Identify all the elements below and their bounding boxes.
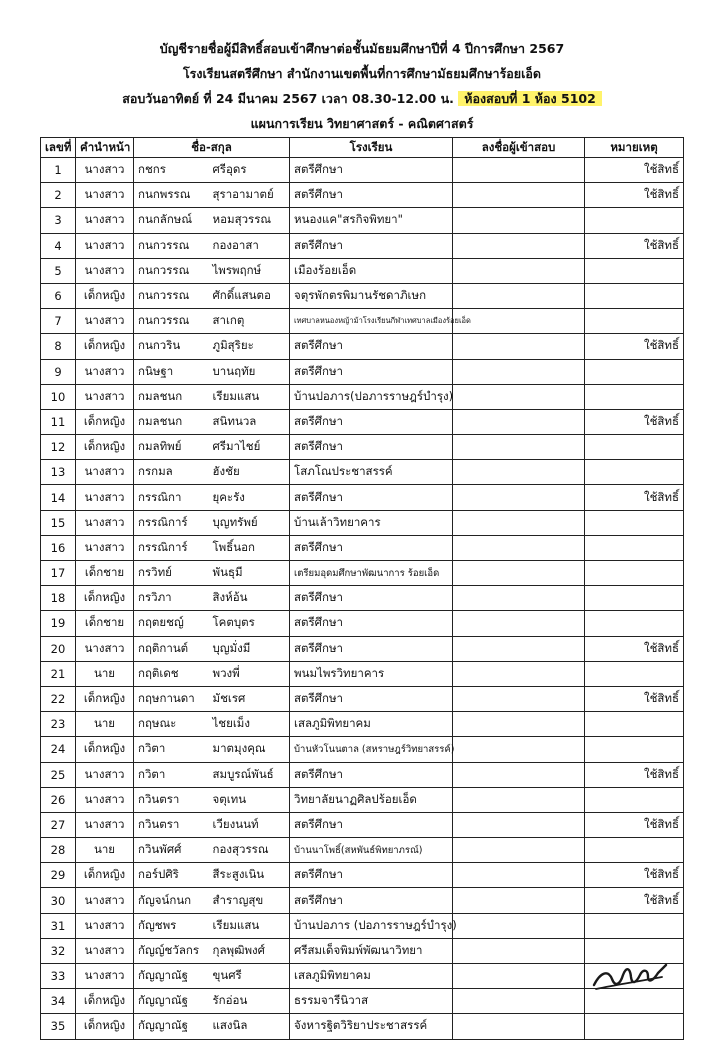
row-title: นางสาว xyxy=(76,510,134,535)
row-first-name: กรรณิการ์ xyxy=(134,510,209,535)
row-title: นางสาว xyxy=(76,812,134,837)
row-number: 4 xyxy=(41,233,76,258)
row-school: สตรีศึกษา xyxy=(290,686,453,711)
row-signature-cell xyxy=(453,359,585,384)
row-number: 6 xyxy=(41,283,76,308)
row-last-name: สิงห์อ้น xyxy=(209,586,290,611)
row-title: นางสาว xyxy=(76,309,134,334)
row-signature-cell xyxy=(453,913,585,938)
col-header-note: หมายเหตุ xyxy=(585,138,684,158)
table-row xyxy=(41,158,684,183)
row-first-name: กฤษกานดา xyxy=(134,686,209,711)
row-title: เด็กหญิง xyxy=(76,989,134,1014)
row-signature-cell xyxy=(453,863,585,888)
row-school: เสลภูมิพิทยาคม xyxy=(290,964,453,989)
row-title: นาย xyxy=(76,838,134,863)
row-signature-cell xyxy=(453,510,585,535)
row-note xyxy=(585,838,684,863)
row-first-name: กมลชนก xyxy=(134,409,209,434)
row-number: 2 xyxy=(41,183,76,208)
row-note xyxy=(585,661,684,686)
row-note: ใช้สิทธิ์ xyxy=(585,812,684,837)
row-signature-cell xyxy=(453,535,585,560)
row-last-name: เรียมแสน xyxy=(209,384,290,409)
row-note xyxy=(585,787,684,812)
row-number: 31 xyxy=(41,913,76,938)
table-row xyxy=(41,686,684,711)
row-last-name: สนิทนวล xyxy=(209,409,290,434)
table-row xyxy=(41,258,684,283)
row-school: สตรีศึกษา xyxy=(290,233,453,258)
table-row xyxy=(41,661,684,686)
table-row xyxy=(41,384,684,409)
candidate-table xyxy=(40,137,684,1040)
row-number: 14 xyxy=(41,485,76,510)
row-school: สตรีศึกษา xyxy=(290,359,453,384)
table-row xyxy=(41,812,684,837)
table-row xyxy=(41,359,684,384)
row-title: นางสาว xyxy=(76,233,134,258)
row-signature-cell xyxy=(453,838,585,863)
row-title: นางสาว xyxy=(76,787,134,812)
table-row xyxy=(41,409,684,434)
row-school: สตรีศึกษา xyxy=(290,863,453,888)
row-title: นางสาว xyxy=(76,384,134,409)
row-title: นางสาว xyxy=(76,938,134,963)
col-header-num: เลขที่ xyxy=(41,138,76,158)
row-title: เด็กหญิง xyxy=(76,863,134,888)
row-school: สตรีศึกษา xyxy=(290,586,453,611)
row-first-name: กฤติเดช xyxy=(134,661,209,686)
row-title: เด็กหญิง xyxy=(76,686,134,711)
row-note xyxy=(585,208,684,233)
row-title: เด็กชาย xyxy=(76,611,134,636)
row-note xyxy=(585,309,684,334)
row-title: เด็กหญิง xyxy=(76,737,134,762)
row-title: นางสาว xyxy=(76,359,134,384)
row-signature-cell xyxy=(453,964,585,989)
table-row xyxy=(41,636,684,661)
row-last-name: ไชยเม็ง xyxy=(209,712,290,737)
row-last-name: เวียงนนท์ xyxy=(209,812,290,837)
row-school: สตรีศึกษา xyxy=(290,435,453,460)
row-last-name: กุลพุฒิพงศ์ xyxy=(209,938,290,963)
row-signature-cell xyxy=(453,283,585,308)
row-number: 21 xyxy=(41,661,76,686)
row-school: บ้านหัวโนนตาล (สหราษฎร์วิทยาสรรค์) xyxy=(290,737,453,762)
row-first-name: กัญญาณัฐ xyxy=(134,1014,209,1039)
row-last-name: พวงพี่ xyxy=(209,661,290,686)
row-note xyxy=(585,1014,684,1039)
row-school: โสภโณประชาสรรค์ xyxy=(290,460,453,485)
row-last-name: โคตบุตร xyxy=(209,611,290,636)
row-signature-cell xyxy=(453,258,585,283)
col-header-title: คำนำหน้า xyxy=(76,138,134,158)
table-row xyxy=(41,510,684,535)
row-first-name: กรกมล xyxy=(134,460,209,485)
exam-room-highlight: ห้องสอบที่ 1 ห้อง 5102 xyxy=(458,91,602,106)
row-signature-cell xyxy=(453,435,585,460)
row-number: 12 xyxy=(41,435,76,460)
row-school: บ้านปอภาร(ปอภารราษฎร์บำรุง) xyxy=(290,384,453,409)
row-last-name: สำราญสุข xyxy=(209,888,290,913)
table-row xyxy=(41,712,684,737)
row-note xyxy=(585,535,684,560)
row-signature-cell xyxy=(453,233,585,258)
row-title: เด็กหญิง xyxy=(76,283,134,308)
row-school: วิทยาลัยนาฏศิลปร้อยเอ็ด xyxy=(290,787,453,812)
row-signature-cell xyxy=(453,812,585,837)
row-last-name: หอมสุวรรณ xyxy=(209,208,290,233)
exam-date: สอบวันอาทิตย์ ที่ 24 มีนาคม 2567 เวลา 08.30-12.00 น. xyxy=(122,91,454,106)
row-signature-cell xyxy=(453,686,585,711)
row-number: 25 xyxy=(41,762,76,787)
row-note: ใช้สิทธิ์ xyxy=(585,863,684,888)
row-first-name: กอร์ปศิริ xyxy=(134,863,209,888)
document-header xyxy=(0,36,724,136)
row-school: บ้านเล้าวิทยาคาร xyxy=(290,510,453,535)
row-signature-cell xyxy=(453,636,585,661)
row-school: สตรีศึกษา xyxy=(290,158,453,183)
row-school: สตรีศึกษา xyxy=(290,888,453,913)
row-first-name: กวินพัศศ์ xyxy=(134,838,209,863)
row-signature-cell xyxy=(453,938,585,963)
table-row xyxy=(41,762,684,787)
row-title: นางสาว xyxy=(76,888,134,913)
row-last-name: บุญมั่งมี xyxy=(209,636,290,661)
row-signature-cell xyxy=(453,460,585,485)
row-last-name: สาเกตุ xyxy=(209,309,290,334)
row-school: สตรีศึกษา xyxy=(290,535,453,560)
school-name: โรงเรียนสตรีศึกษา สำนักงานเขตพื้นที่การศึกษามัธยมศึกษาร้อยเอ็ด xyxy=(182,66,542,81)
table-row xyxy=(41,183,684,208)
row-signature-cell xyxy=(453,661,585,686)
row-note xyxy=(585,611,684,636)
row-first-name: กนกวริน xyxy=(134,334,209,359)
row-note xyxy=(585,283,684,308)
row-title: นางสาว xyxy=(76,158,134,183)
row-note xyxy=(585,435,684,460)
row-signature-cell xyxy=(453,737,585,762)
row-title: เด็กหญิง xyxy=(76,409,134,434)
row-note: ใช้สิทธิ์ xyxy=(585,409,684,434)
row-first-name: กวินตรา xyxy=(134,787,209,812)
row-number: 26 xyxy=(41,787,76,812)
row-school: สตรีศึกษา xyxy=(290,334,453,359)
row-last-name: ศรีมาไชย์ xyxy=(209,435,290,460)
row-note: ใช้สิทธิ์ xyxy=(585,762,684,787)
row-number: 16 xyxy=(41,535,76,560)
row-school: หนองแค"สรกิจพิทยา" xyxy=(290,208,453,233)
row-number: 8 xyxy=(41,334,76,359)
row-title: นางสาว xyxy=(76,964,134,989)
row-title: นางสาว xyxy=(76,460,134,485)
row-school: สตรีศึกษา xyxy=(290,762,453,787)
row-first-name: กนกวรรณ xyxy=(134,258,209,283)
row-last-name: สุราอามาตย์ xyxy=(209,183,290,208)
row-title: เด็กหญิง xyxy=(76,435,134,460)
row-number: 22 xyxy=(41,686,76,711)
row-number: 23 xyxy=(41,712,76,737)
row-signature-cell xyxy=(453,1014,585,1039)
row-signature-cell xyxy=(453,158,585,183)
row-first-name: กัญจน์กนก xyxy=(134,888,209,913)
row-school: สตรีศึกษา xyxy=(290,183,453,208)
row-last-name: ยุคะรัง xyxy=(209,485,290,510)
table-row xyxy=(41,460,684,485)
row-last-name: แสงนิล xyxy=(209,1014,290,1039)
row-title: นางสาว xyxy=(76,913,134,938)
row-first-name: กรวิทย์ xyxy=(134,561,209,586)
row-title: เด็กชาย xyxy=(76,561,134,586)
row-first-name: กชกร xyxy=(134,158,209,183)
table-row xyxy=(41,233,684,258)
row-last-name: กองอาสา xyxy=(209,233,290,258)
document-title: บัญชีรายชื่อผู้มีสิทธิ์สอบเข้าศึกษาต่อชั้นมัธยมศึกษาปีที่ 4 ปีการศึกษา 2567 xyxy=(159,41,565,56)
row-last-name: โพธิ์นอก xyxy=(209,535,290,560)
row-number: 5 xyxy=(41,258,76,283)
row-first-name: กฤตยชญ์ xyxy=(134,611,209,636)
table-row xyxy=(41,611,684,636)
row-title: นางสาว xyxy=(76,636,134,661)
row-school: สตรีศึกษา xyxy=(290,485,453,510)
row-school: ศรีสมเด็จพิมพ์พัฒนาวิทยา xyxy=(290,938,453,963)
row-signature-cell xyxy=(453,586,585,611)
row-last-name: มาตมุงคุณ xyxy=(209,737,290,762)
table-row xyxy=(41,334,684,359)
study-program: แผนการเรียน วิทยาศาสตร์ - คณิตศาสตร์ xyxy=(250,116,474,131)
row-note xyxy=(585,737,684,762)
table-body xyxy=(41,158,684,1040)
row-first-name: กมลทิพย์ xyxy=(134,435,209,460)
row-note: ใช้สิทธิ์ xyxy=(585,233,684,258)
table-row xyxy=(41,208,684,233)
row-number: 17 xyxy=(41,561,76,586)
row-title: นางสาว xyxy=(76,208,134,233)
table-row xyxy=(41,309,684,334)
table-row xyxy=(41,863,684,888)
table-row xyxy=(41,888,684,913)
row-note: ใช้สิทธิ์ xyxy=(585,888,684,913)
row-title: นาย xyxy=(76,712,134,737)
row-number: 13 xyxy=(41,460,76,485)
row-last-name: สีระสูงเนิน xyxy=(209,863,290,888)
table-row xyxy=(41,838,684,863)
row-first-name: กนิษฐา xyxy=(134,359,209,384)
row-number: 9 xyxy=(41,359,76,384)
row-first-name: กรรณิการ์ xyxy=(134,535,209,560)
row-number: 35 xyxy=(41,1014,76,1039)
row-number: 18 xyxy=(41,586,76,611)
row-school: สตรีศึกษา xyxy=(290,409,453,434)
row-note xyxy=(585,359,684,384)
row-last-name: บุญทรัพย์ xyxy=(209,510,290,535)
row-school: พนมไพรวิทยาคาร xyxy=(290,661,453,686)
row-last-name: ศักดิ์แสนตอ xyxy=(209,283,290,308)
row-first-name: กัญชพร xyxy=(134,913,209,938)
row-last-name: ฮังชัย xyxy=(209,460,290,485)
row-school: จังหารฐิตวิริยาประชาสรรค์ xyxy=(290,1014,453,1039)
table-row xyxy=(41,283,684,308)
row-first-name: กวิตา xyxy=(134,762,209,787)
row-title: นางสาว xyxy=(76,762,134,787)
row-signature-cell xyxy=(453,787,585,812)
col-header-name: ชื่อ-สกุล xyxy=(134,138,290,158)
row-school: เมืองร้อยเอ็ด xyxy=(290,258,453,283)
row-first-name: กรรณิกา xyxy=(134,485,209,510)
row-number: 30 xyxy=(41,888,76,913)
row-last-name: ขุนศรี xyxy=(209,964,290,989)
row-note: ใช้สิทธิ์ xyxy=(585,158,684,183)
table-row xyxy=(41,913,684,938)
row-last-name: รักอ่อน xyxy=(209,989,290,1014)
row-signature-cell xyxy=(453,485,585,510)
row-note xyxy=(585,712,684,737)
row-school: บ้านนาโพธิ์(สหพันธ์พิทยาภรณ์) xyxy=(290,838,453,863)
row-signature-cell xyxy=(453,989,585,1014)
row-last-name: จตุเทน xyxy=(209,787,290,812)
row-first-name: กวินตรา xyxy=(134,812,209,837)
row-first-name: กัญญาณัฐ xyxy=(134,964,209,989)
row-signature-cell xyxy=(453,762,585,787)
row-title: เด็กหญิง xyxy=(76,1014,134,1039)
row-first-name: กนกวรรณ xyxy=(134,233,209,258)
row-first-name: กนกวรรณ xyxy=(134,309,209,334)
row-last-name: ไพรพฤกษ์ xyxy=(209,258,290,283)
row-school: ธรรมจารีนิวาส xyxy=(290,989,453,1014)
row-first-name: กนกพรรณ xyxy=(134,183,209,208)
row-note: ใช้สิทธิ์ xyxy=(585,485,684,510)
row-signature-cell xyxy=(453,334,585,359)
row-number: 29 xyxy=(41,863,76,888)
row-note xyxy=(585,258,684,283)
row-signature-cell xyxy=(453,888,585,913)
row-note: ใช้สิทธิ์ xyxy=(585,686,684,711)
row-school: เสลภูมิพิทยาคม xyxy=(290,712,453,737)
row-first-name: กฤษณะ xyxy=(134,712,209,737)
row-first-name: กนกวรรณ xyxy=(134,283,209,308)
row-title: เด็กหญิง xyxy=(76,586,134,611)
row-school: เทศบาลหนองหญ้าม้าโรงเรียนกีฬาเทศบาลเมืองร้อยเอ็ด xyxy=(290,309,453,334)
row-last-name: ภูมิสุริยะ xyxy=(209,334,290,359)
row-signature-cell xyxy=(453,611,585,636)
row-number: 34 xyxy=(41,989,76,1014)
row-number: 3 xyxy=(41,208,76,233)
row-school: สตรีศึกษา xyxy=(290,611,453,636)
row-number: 11 xyxy=(41,409,76,434)
col-header-sign: ลงชื่อผู้เข้าสอบ xyxy=(453,138,585,158)
row-signature-cell xyxy=(453,309,585,334)
row-note: ใช้สิทธิ์ xyxy=(585,636,684,661)
row-number: 33 xyxy=(41,964,76,989)
signature-mark xyxy=(590,955,670,995)
table-row xyxy=(41,737,684,762)
row-last-name: มัชเรศ xyxy=(209,686,290,711)
row-number: 20 xyxy=(41,636,76,661)
row-last-name: ศรีอุดร xyxy=(209,158,290,183)
row-number: 7 xyxy=(41,309,76,334)
row-title: เด็กหญิง xyxy=(76,334,134,359)
row-title: นางสาว xyxy=(76,258,134,283)
row-note xyxy=(585,913,684,938)
row-school: จตุรพักตรพิมานรัชดาภิเษก xyxy=(290,283,453,308)
row-note: ใช้สิทธิ์ xyxy=(585,334,684,359)
table-row xyxy=(41,485,684,510)
row-school: เตรียมอุดมศึกษาพัฒนาการ ร้อยเอ็ด xyxy=(290,561,453,586)
table-row xyxy=(41,787,684,812)
row-first-name: กวิตา xyxy=(134,737,209,762)
exam-date-line xyxy=(0,86,724,111)
row-number: 27 xyxy=(41,812,76,837)
row-title: นางสาว xyxy=(76,535,134,560)
row-note xyxy=(585,460,684,485)
row-first-name: กนกลักษณ์ xyxy=(134,208,209,233)
table-row xyxy=(41,435,684,460)
row-first-name: กรวิภา xyxy=(134,586,209,611)
table-header-row xyxy=(41,138,684,158)
row-first-name: กัญญ์ชวัลกร xyxy=(134,938,209,963)
row-last-name: สมบูรณ์พันธ์ xyxy=(209,762,290,787)
row-number: 15 xyxy=(41,510,76,535)
row-note xyxy=(585,561,684,586)
row-number: 24 xyxy=(41,737,76,762)
row-number: 19 xyxy=(41,611,76,636)
row-title: นางสาว xyxy=(76,183,134,208)
table-row xyxy=(41,535,684,560)
row-school: สตรีศึกษา xyxy=(290,812,453,837)
row-title: นางสาว xyxy=(76,485,134,510)
row-signature-cell xyxy=(453,712,585,737)
row-signature-cell xyxy=(453,561,585,586)
row-first-name: กมลชนก xyxy=(134,384,209,409)
table-row xyxy=(41,1014,684,1039)
row-last-name: พันธุมี xyxy=(209,561,290,586)
row-signature-cell xyxy=(453,409,585,434)
row-first-name: กัญญาณัฐ xyxy=(134,989,209,1014)
row-note: ใช้สิทธิ์ xyxy=(585,183,684,208)
table-row xyxy=(41,938,684,963)
row-note xyxy=(585,510,684,535)
table-row xyxy=(41,989,684,1014)
row-signature-cell xyxy=(453,208,585,233)
row-signature-cell xyxy=(453,183,585,208)
row-first-name: กฤติกานต์ xyxy=(134,636,209,661)
col-header-school: โรงเรียน xyxy=(290,138,453,158)
row-last-name: เรียมแสน xyxy=(209,913,290,938)
row-number: 28 xyxy=(41,838,76,863)
row-number: 1 xyxy=(41,158,76,183)
row-school: สตรีศึกษา xyxy=(290,636,453,661)
row-note xyxy=(585,586,684,611)
table-row xyxy=(41,964,684,989)
row-signature-cell xyxy=(453,384,585,409)
row-title: นาย xyxy=(76,661,134,686)
row-last-name: บานฤทัย xyxy=(209,359,290,384)
row-number: 32 xyxy=(41,938,76,963)
row-last-name: กองสุวรรณ xyxy=(209,838,290,863)
row-school: บ้านปอภาร (ปอภารราษฎร์บำรุง) xyxy=(290,913,453,938)
table-row xyxy=(41,586,684,611)
row-number: 10 xyxy=(41,384,76,409)
row-note xyxy=(585,384,684,409)
table-row xyxy=(41,561,684,586)
